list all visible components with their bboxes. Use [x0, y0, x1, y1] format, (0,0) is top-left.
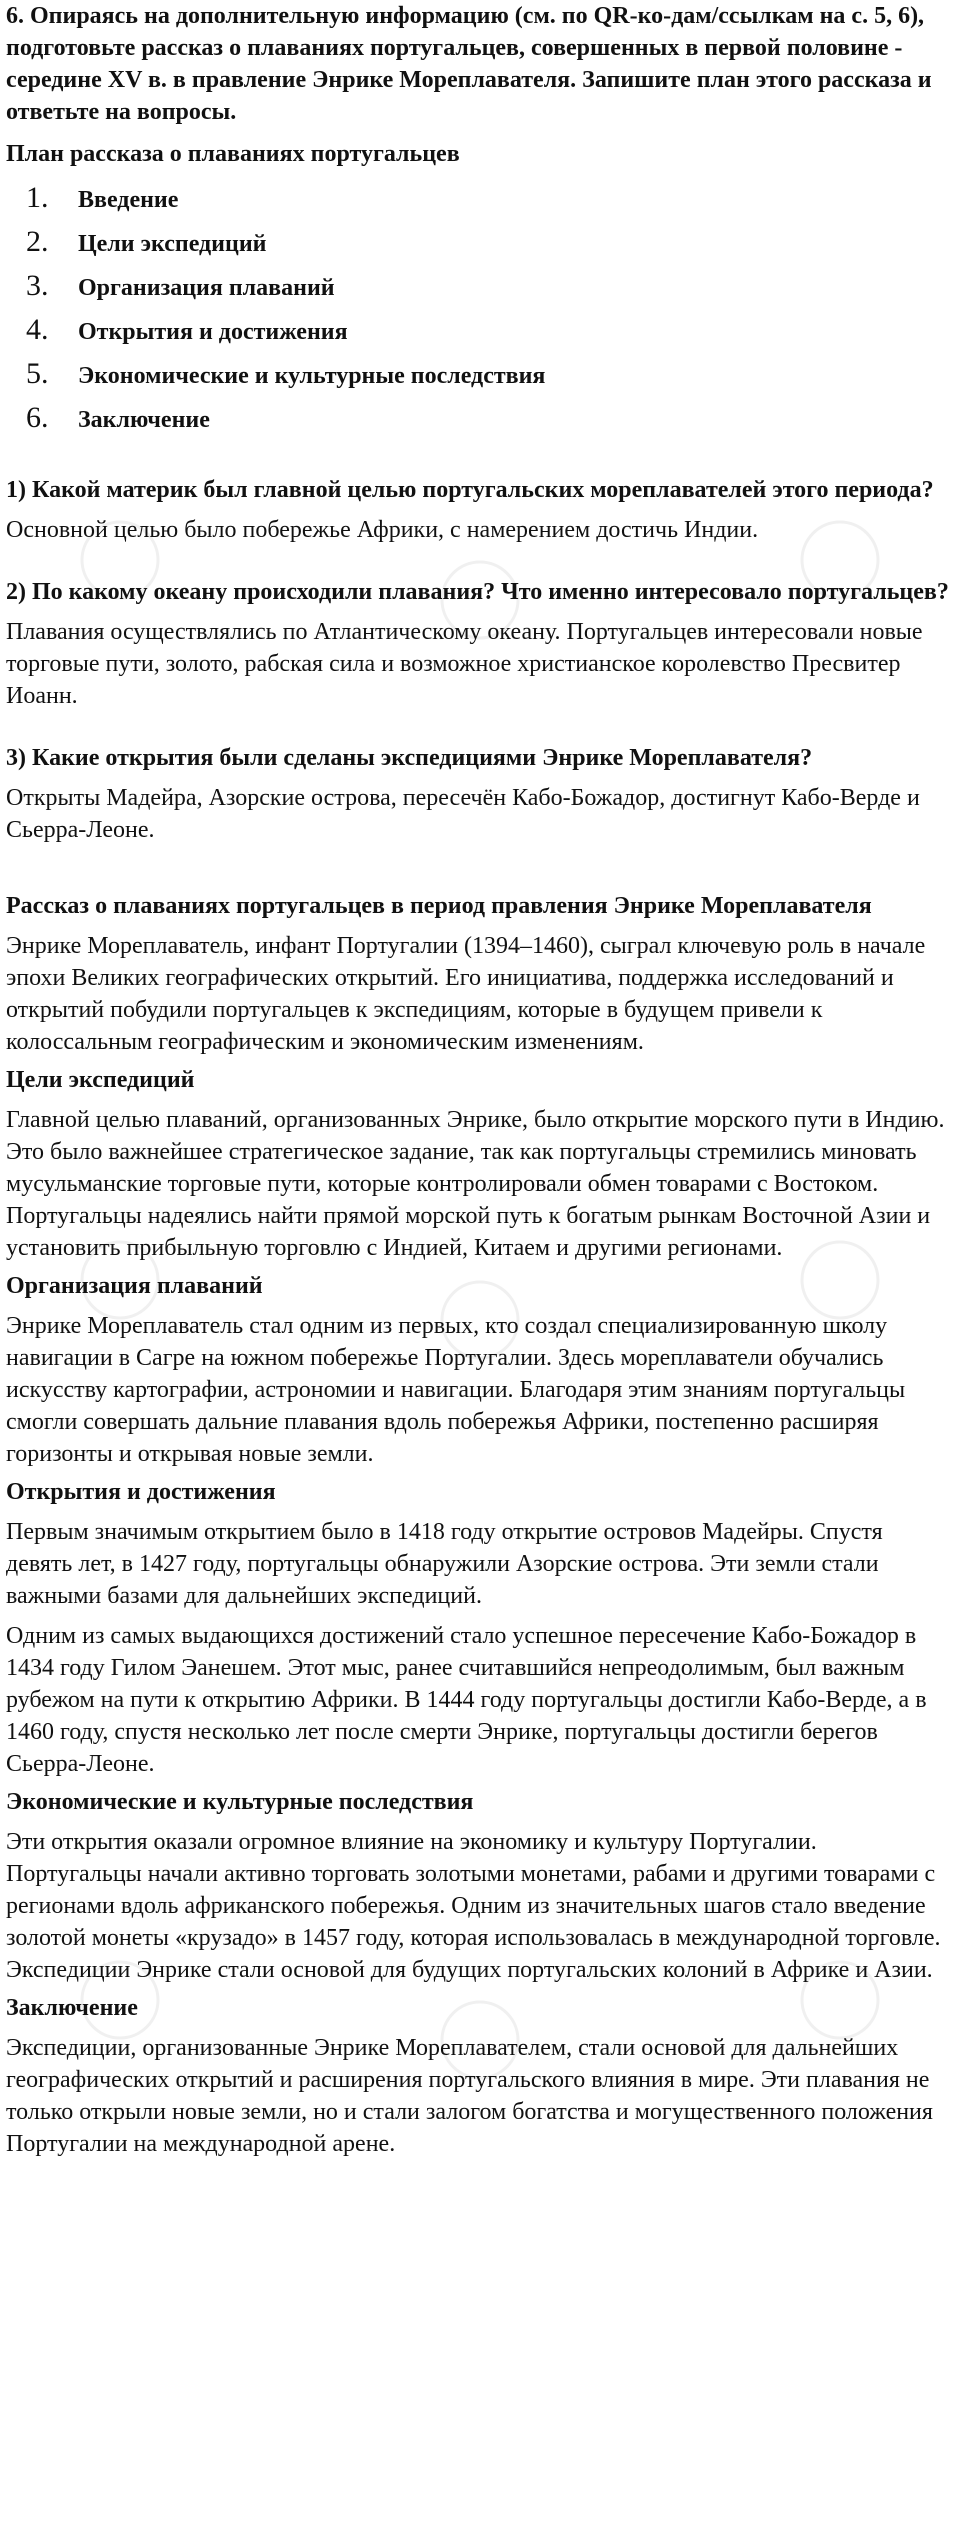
plan-item-label: Организация плаваний	[78, 275, 335, 301]
section-paragraph: Энрике Мореплаватель стал одним из первых, кто создал специализированную школу навигации в Сагре на южном побережье Португалии. Здесь мореплаватели обучались искусству картографии, астрономии и навигации. Благодаря этим знаниям португальцы смогли совершать дальние плавания вдоль побережья Африки, постепенно расширяя горизонты и открывая новые земли.	[6, 1313, 906, 1467]
story-intro: Энрике Мореплаватель, инфант Португалии (1394–1460), сыграл ключевую роль в начале эпохи Великих географических открытий. Его инициатива, поддержка исследований и открытий побудили португальцев к экспедициям, которые в будущем привели к колоссальным географическим и экономическим изменениям.	[6, 933, 926, 1055]
task-text: 6. Опираясь на дополнительную информацию (см. по QR-ко-дам/ссылкам на с. 5, 6), подготовьте рассказ о плаваниях португальцев, совершенных в первой половине - середине XV в. в правление Энрике Мореплавателя. Запишите план этого рассказа и ответьте на вопросы.	[6, 3, 932, 125]
plan-item-label: Заключение	[78, 407, 210, 433]
plan-item	[26, 220, 954, 264]
plan-list	[6, 176, 954, 440]
plan-item-number: 6.	[26, 401, 49, 434]
section-heading-consequences: Экономические и культурные последствия	[6, 1789, 474, 1815]
question-1: 1) Какой материк был главной целью португальских мореплавателей этого периода?	[6, 477, 934, 503]
plan-item-number: 1.	[26, 181, 49, 214]
section-paragraph: Одним из самых выдающихся достижений стало успешное пересечение Кабо-Божадор в 1434 году Гилом Эанешем. Этот мыс, ранее считавшийся непреодолимым, был важным рубежом на пути к открытию Африки. В 1444 году португальцы достигли Кабо-Верде, а в 1460 году, спустя несколько лет после смерти Энрике, португальцы достигли берегов Сьерра-Леоне.	[6, 1623, 927, 1777]
plan-item-label: Экономические и культурные последствия	[78, 363, 546, 389]
answer-3: Открыты Мадейра, Азорские острова, пересечён Кабо-Божадор, достигнут Кабо-Верде и Сьерра-Леоне.	[6, 785, 920, 843]
plan-item-label: Цели экспедиций	[78, 231, 267, 257]
plan-item	[26, 176, 954, 220]
question-2: 2) По какому океану происходили плавания? Что именно интересовало португальцев?	[6, 579, 949, 605]
section-heading-organization: Организация плаваний	[6, 1273, 263, 1299]
section-heading-discoveries: Открытия и достижения	[6, 1479, 276, 1505]
section-heading-goals: Цели экспедиций	[6, 1067, 195, 1093]
plan-item-number: 2.	[26, 225, 49, 258]
plan-item	[26, 352, 954, 396]
plan-item-number: 5.	[26, 357, 49, 390]
question-3: 3) Какие открытия были сделаны экспедициями Энрике Мореплавателя?	[6, 745, 813, 771]
answer-2: Плавания осуществлялись по Атлантическому океану. Португальцев интересовали новые торговые пути, золото, рабская сила и возможное христианское королевство Пресвитер Иоанн.	[6, 619, 923, 709]
plan-item-number: 3.	[26, 269, 49, 302]
section-paragraph: Главной целью плаваний, организованных Энрике, было открытие морского пути в Индию. Это было важнейшее стратегическое задание, так как португальцы стремились миновать мусульманские торговые пути, которые контролировали обмен товарами с Востоком. Португальцы надеялись найти прямой морской путь к богатым рынкам Восточной Азии и установить прибыльную торговлю с Индией, Китаем и другими регионами.	[6, 1107, 945, 1261]
plan-item	[26, 308, 954, 352]
plan-title: План рассказа о плаваниях португальцев	[6, 141, 460, 167]
section-paragraph: Первым значимым открытием было в 1418 году открытие островов Мадейры. Спустя девять лет, в 1427 году, португальцы обнаружили Азорские острова. Эти земли стали важными базами для дальнейших экспедиций.	[6, 1519, 883, 1609]
plan-item-number: 4.	[26, 313, 49, 346]
section-paragraph: Эти открытия оказали огромное влияние на экономику и культуру Португалии. Португальцы начали активно торговать золотыми монетами, рабами и другими товарами с регионами вдоль африканского побережья. Одним из значительных шагов стало введение золотой монеты «крузадо» в 1457 году, которая использовалась в международной торговле. Экспедиции Энрике стали основой для будущих португальских колоний в Африке и Азии.	[6, 1829, 941, 1983]
plan-item	[26, 396, 954, 440]
plan-item	[26, 264, 954, 308]
plan-item-label: Открытия и достижения	[78, 319, 348, 345]
plan-item-label: Введение	[78, 187, 179, 213]
section-heading-conclusion: Заключение	[6, 1995, 138, 2021]
story-title: Рассказ о плаваниях португальцев в период правления Энрике Мореплавателя	[6, 893, 872, 919]
section-paragraph: Экспедиции, организованные Энрике Мореплавателем, стали основой для дальнейших географических открытий и расширения португальского влияния в мире. Эти плавания не только открыли новые земли, но и стали залогом богатства и могущественного положения Португалии на международной арене.	[6, 2035, 933, 2157]
answer-1: Основной целью было побережье Африки, с намерением достичь Индии.	[6, 517, 759, 543]
